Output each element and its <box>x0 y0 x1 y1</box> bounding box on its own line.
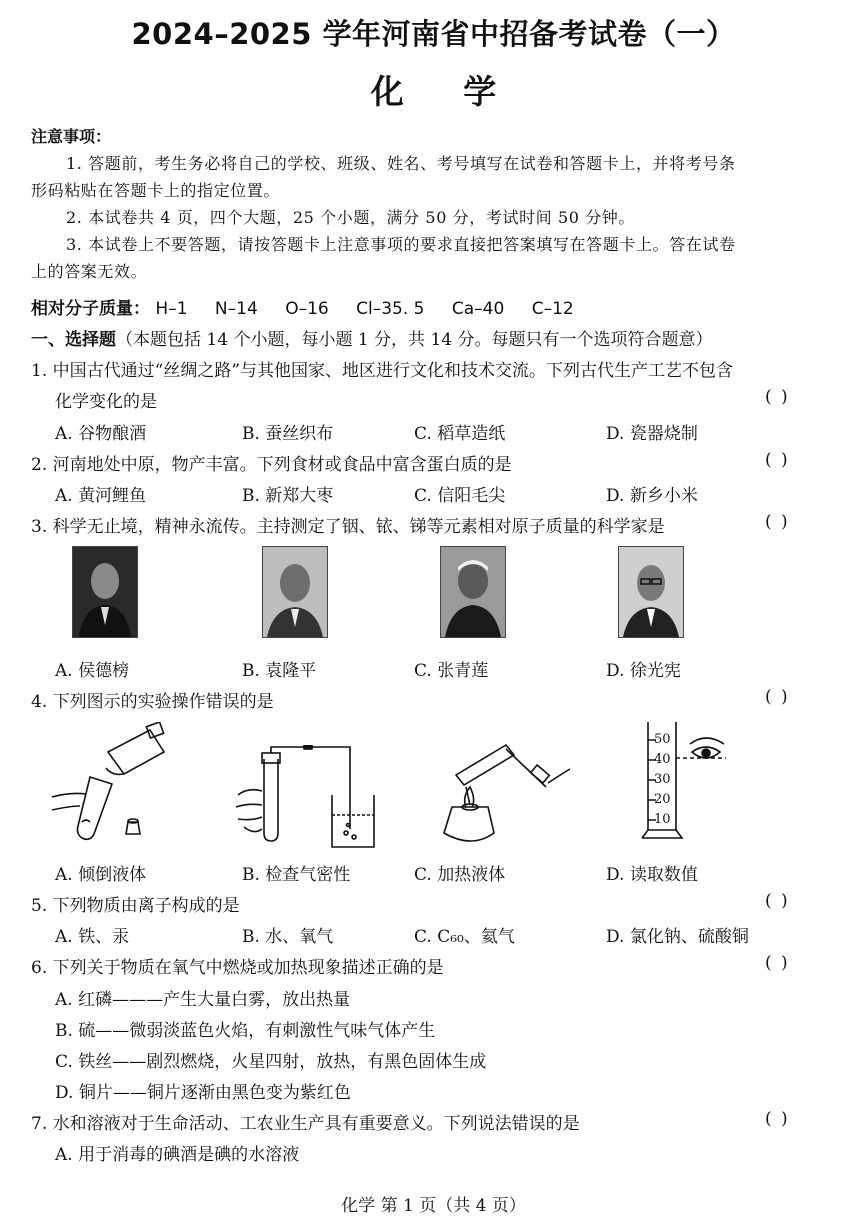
option-d: D. 徐光宪 <box>606 661 681 681</box>
option-d: D. 读取数值 <box>606 865 698 885</box>
option-a: A. 铁、汞 <box>55 927 130 947</box>
question-6-stem: 6. 下列关于物质在氧气中燃烧或加热现象描述正确的是 <box>31 958 444 978</box>
option-d: D. 瓷器烧制 <box>606 424 698 444</box>
question-7-stem: 7. 水和溶液对于生命活动、工农业生产具有重要意义。下列说法错误的是 <box>31 1114 580 1134</box>
section-title: 一、选择题 <box>31 330 116 350</box>
option-d: D. 氯化钠、硫酸铜 <box>606 927 749 947</box>
cylinder-tick-label: 50 <box>654 732 671 747</box>
atomic-mass-value: Cl–35. 5 <box>356 299 425 319</box>
answer-paren: ( ) <box>765 687 790 707</box>
measuring-cylinder-diagram <box>640 718 732 848</box>
answer-paren: ( ) <box>765 512 790 532</box>
option-a: A. 谷物酿酒 <box>55 424 147 444</box>
option-b: B. 袁隆平 <box>242 661 317 681</box>
atomic-mass-value: H–1 <box>155 299 188 319</box>
airtightness-check-diagram <box>228 745 380 850</box>
atomic-masses-label: 相对分子质量： <box>31 299 150 319</box>
option-c: C. 稻草造纸 <box>414 424 506 444</box>
cylinder-tick-label: 10 <box>654 812 671 827</box>
option-a: A. 黄河鲤鱼 <box>55 486 147 506</box>
option-b: B. 水、氧气 <box>242 927 334 947</box>
notice-line: 2. 本试卷共 4 页，四个大题，25 个小题，满分 50 分，考试时间 50 分钟。 <box>66 208 636 227</box>
answer-paren: ( ) <box>765 1109 790 1129</box>
answer-paren: ( ) <box>765 953 790 973</box>
question-1-stem: 1. 中国古代通过“丝绸之路”与其他国家、地区进行文化和技术交流。下列古代生产工艺不包含 <box>31 361 734 381</box>
atomic-mass-value: O–16 <box>285 299 329 319</box>
answer-paren: ( ) <box>765 450 790 470</box>
question-3-stem: 3. 科学无止境，精神永流传。主持测定了铟、铱、锑等元素相对原子质量的科学家是 <box>31 517 665 537</box>
notice-line: 1. 答题前，考生务必将自己的学校、班级、姓名、考号填写在试卷和答题卡上，并将考号条 <box>66 154 736 173</box>
exam-title: 2024–2025 学年河南省中招备考试卷（一） <box>131 17 736 51</box>
option-d: D. 铜片——铜片逐渐由黑色变为紫红色 <box>55 1083 351 1103</box>
heating-liquid-diagram <box>436 725 576 850</box>
scientist-photo-b <box>262 546 328 638</box>
question-4-stem: 4. 下列图示的实验操作错误的是 <box>31 692 274 712</box>
scientist-photo-c <box>440 546 506 638</box>
option-c: C. 信阳毛尖 <box>414 486 506 506</box>
question-2-stem: 2. 河南地处中原，物产丰富。下列食材或食品中富含蛋白质的是 <box>31 455 512 475</box>
atomic-masses <box>31 294 574 319</box>
option-d: D. 新乡小米 <box>606 486 698 506</box>
atomic-mass-value: C–12 <box>531 299 574 319</box>
option-b: B. 检查气密性 <box>242 865 351 885</box>
cylinder-tick-label: 20 <box>654 792 671 807</box>
option-a: A. 侯德榜 <box>55 661 130 681</box>
atomic-mass-value: Ca–40 <box>451 299 505 319</box>
option-a: A. 用于消毒的碘酒是碘的水溶液 <box>55 1145 300 1165</box>
option-c: C. 张青莲 <box>414 661 489 681</box>
page-footer: 化学 第 1 页（共 4 页） <box>341 1196 526 1216</box>
question-5-stem: 5. 下列物质由离子构成的是 <box>31 896 240 916</box>
scientist-photo-a <box>72 546 138 638</box>
option-c: C. 铁丝——剧烈燃烧，火星四射，放热，有黑色固体生成 <box>55 1052 487 1072</box>
pouring-liquid-diagram <box>50 722 180 847</box>
notice-line: 3. 本试卷上不要答题，请按答题卡上注意事项的要求直接把答案填写在答题卡上。答在试卷 <box>66 235 736 254</box>
option-c: C. C₆₀、氦气 <box>414 927 515 947</box>
option-b: B. 蚕丝织布 <box>242 424 334 444</box>
option-b: B. 硫——微弱淡蓝色火焰，有刺激性气味气体产生 <box>55 1021 436 1041</box>
option-b: B. 新郑大枣 <box>242 486 334 506</box>
atomic-mass-value: N–14 <box>214 299 258 319</box>
notice-line: 形码粘贴在答题卡上的指定位置。 <box>31 181 281 200</box>
notice-line: 上的答案无效。 <box>31 262 148 281</box>
answer-paren: ( ) <box>765 387 790 407</box>
question-1-stem-cont: 化学变化的是 <box>55 392 157 412</box>
cylinder-tick-label: 40 <box>654 752 671 767</box>
subject-title: 化 学 <box>370 72 521 111</box>
section-note: （本题包括 14 个小题，每小题 1 分，共 14 分。每题只有一个选项符合题意） <box>116 330 713 350</box>
option-a: A. 倾倒液体 <box>55 865 147 885</box>
cylinder-tick-label: 30 <box>654 772 671 787</box>
scientist-photo-d <box>618 546 684 638</box>
option-a: A. 红磷———产生大量白雾，放出热量 <box>55 990 351 1010</box>
notice-heading: 注意事项： <box>31 127 112 146</box>
answer-paren: ( ) <box>765 891 790 911</box>
option-c: C. 加热液体 <box>414 865 506 885</box>
section-heading <box>31 325 713 350</box>
